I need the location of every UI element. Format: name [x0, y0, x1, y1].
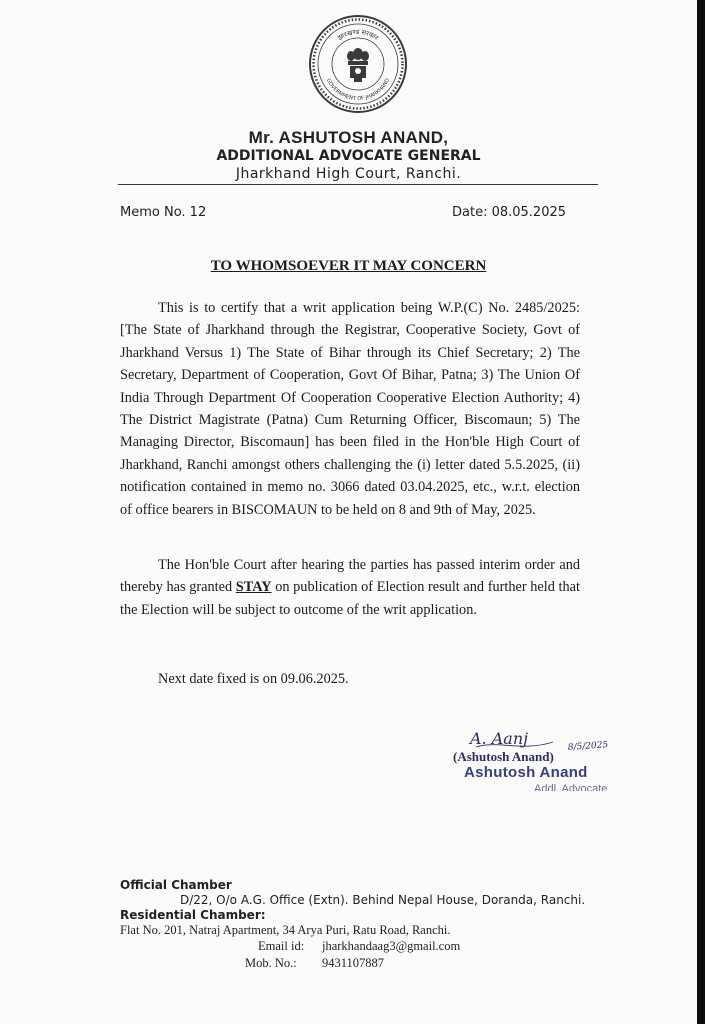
signatory-name: (Ashutosh Anand) [453, 749, 554, 764]
court-name: Jharkhand High Court, Ranchi. [235, 166, 462, 182]
svg-text:GOVERNMENT OF JHARKHAND: GOVERNMENT OF JHARKHAND [324, 77, 392, 103]
body-paragraph-3: Next date fixed is on 09.06.2025. [158, 671, 349, 687]
svg-text:8/5/2025: 8/5/2025 [567, 740, 609, 753]
memo-number: Memo No. 12 [120, 205, 207, 220]
stay-emphasis: STAY [235, 579, 272, 596]
stamp-designation: Addl. Advocate [534, 783, 608, 791]
residential-chamber-address: Flat No. 201, Natraj Apartment, 34 Arya Puri, Ratu Road, Ranchi. [120, 923, 451, 937]
letter-date: Date: 08.05.2025 [452, 205, 567, 220]
email-label: Email id: [258, 939, 305, 953]
body-paragraph-2: The Hon'ble Court after hearing the parties has passed interim order and thereby has granted STAY on publication of Election result and further held that the Election will be subject to outcome of the writ application. [120, 557, 580, 618]
official-chamber-label: Official Chamber [120, 878, 232, 892]
government-seal-icon [308, 14, 408, 114]
mobile-label: Mob. No.: [245, 956, 297, 970]
svg-text:झारखण्ड सरकार: झारखण्ड सरकार [336, 27, 380, 42]
header-rule [118, 184, 598, 185]
mobile-number: 9431107887 [322, 956, 385, 970]
svg-text:A. Aanj: A. Aanj [470, 729, 529, 748]
stamp-name: Ashutosh Anand [464, 764, 588, 781]
body-paragraph-1: This is to certify that a writ application being W.P.(C) No. 2485/2025: [The State of Jharkhand through the Registrar, Cooperative Society, Govt of Jharkhand Versus 1) The State of Bihar through its Chief Secretary; 2) The Secretary, Department of Cooperation, Govt Of Bihar, Patna; 3) The Union Of India Through Department Of Cooperation Cooperative Election Authority; 4) The District Magistrate (Patna) Cum Returning Officer, Biscomaun; 5) The Managing Director, Biscomaun] has been filed in the Hon'ble High Court of Jharkhand, Ranchi amongst others challenging the (i) letter dated 5.5.2025, (ii) notification contained in memo no. 3066 dated 03.04.2025, etc., w.r.t. election of office bearers in BISCOMAUN to be held on 8 and 9th of May, 2025. [120, 300, 580, 518]
advocate-name: Mr. ASHUTOSH ANAND, [248, 128, 449, 147]
page-edge-shadow [697, 0, 705, 1024]
email-address[interactable]: jharkhandaag3@gmail.com [322, 939, 461, 953]
residential-chamber-label: Residential Chamber: [120, 908, 266, 922]
letter-subject: TO WHOMSOEVER IT MAY CONCERN [210, 258, 487, 274]
advocate-designation: ADDITIONAL ADVOCATE GENERAL [216, 148, 481, 164]
official-chamber-address: D/22, O/o A.G. Office (Extn). Behind Nepal House, Doranda, Ranchi. [180, 893, 586, 907]
